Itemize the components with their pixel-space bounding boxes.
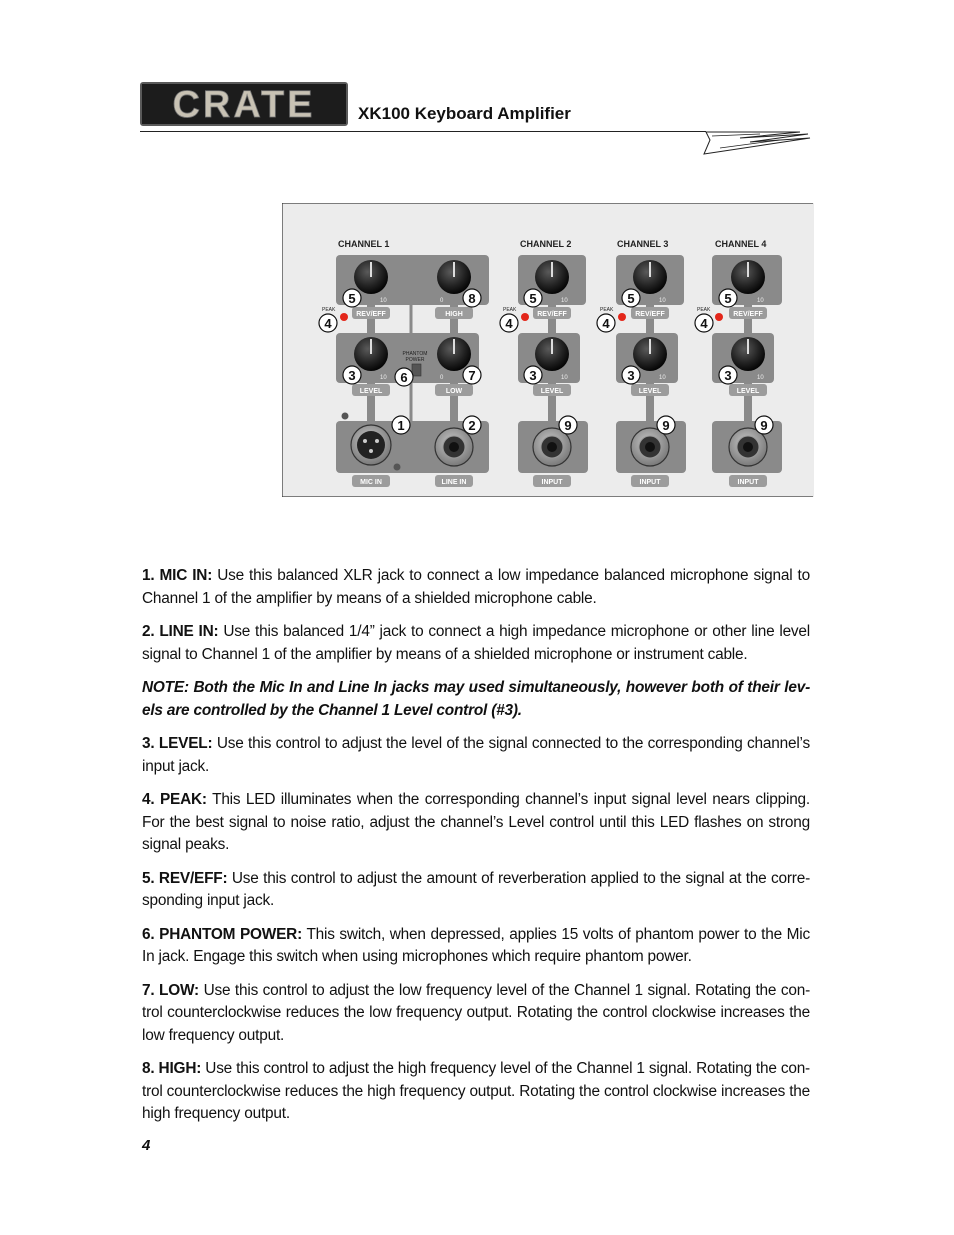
callout-7: 7 xyxy=(468,368,476,383)
callout-5: 5 xyxy=(529,291,537,306)
callout-6: 6 xyxy=(400,370,408,385)
item-level xyxy=(142,733,810,778)
item-low xyxy=(142,980,810,1048)
phantom-label-2: POWER xyxy=(405,357,425,363)
callout-3: 3 xyxy=(627,368,635,383)
scale-max: 10 xyxy=(380,298,387,304)
item-label: 6. PHANTOM POWER: xyxy=(142,925,303,943)
ch1-low-label: LOW xyxy=(445,388,463,395)
item-text: Use this balanced XLR jack to connect a low impedance balanced microphone signal to Channel 1 of the amplifier by means of a shielded microphone cable. xyxy=(142,567,810,607)
logo-text: CRATE xyxy=(172,84,316,124)
phantom-label-1: PHANTOM xyxy=(402,351,428,357)
front-panel-diagram xyxy=(282,203,814,497)
item-text: This LED illuminates when the corresponding channel’s input signal level nears clipping. For the best signal to noise ratio, adjust the channel’s Level control until this LED flashes on strong signal peaks. xyxy=(142,791,810,853)
note-paragraph: NOTE: Both the Mic In and Line In jacks may used simultaneously, however both of their lev-els are controlled by the Channel 1 Level control (#3). xyxy=(142,679,810,719)
item-text: Use this balanced 1/4” jack to connect a high impedance microphone or other line level signal to Channel 1 of the amplifier by means of a shielded microphone or instrument cable. xyxy=(142,623,811,663)
description-list xyxy=(142,565,810,1137)
scale-max: 10 xyxy=(380,375,387,381)
ch1-low-knob xyxy=(437,337,471,371)
callout-3: 3 xyxy=(724,368,732,383)
item-text: Use this control to adjust the level of the signal connected to the corresponding channel’s input jack. xyxy=(142,735,810,775)
page-title: XK100 Keyboard Amplifier xyxy=(358,104,571,123)
callout-5: 5 xyxy=(627,291,635,306)
ch2-rev-eff-knob xyxy=(535,260,569,294)
ch1-level-label: LEVEL xyxy=(359,388,383,395)
ch2-input-label: INPUT xyxy=(541,479,563,486)
ch2-rev-eff-label: REV/EFF xyxy=(537,311,567,318)
item-peak xyxy=(142,789,810,857)
ch1-level-knob xyxy=(354,337,388,371)
item-label: 1. MIC IN: xyxy=(142,567,213,584)
ch1-peak-led xyxy=(340,313,348,321)
callout-9: 9 xyxy=(662,418,670,433)
item-text: Use this control to adjust the amount of reverberation applied to the signal at the corre-sponding input jack. xyxy=(142,869,810,909)
callout-8: 8 xyxy=(468,291,476,306)
callout-5: 5 xyxy=(724,291,732,306)
scale-min: 0 xyxy=(440,298,444,304)
item-label: 8. HIGH: xyxy=(142,1060,202,1077)
ch3-input-label: INPUT xyxy=(639,479,661,486)
ch1-peak-label: PEAK xyxy=(322,307,336,313)
scale-max: 10 xyxy=(757,298,764,304)
item-rev-eff xyxy=(142,868,810,913)
header-rule xyxy=(140,131,706,132)
ch1-high-knob xyxy=(437,260,471,294)
ch2-peak-led xyxy=(521,313,529,321)
callout-9: 9 xyxy=(760,418,768,433)
callout-9: 9 xyxy=(564,418,572,433)
channel-2-heading: CHANNEL 2 xyxy=(520,239,572,249)
callout-2: 2 xyxy=(468,418,476,433)
crate-logo xyxy=(140,82,348,126)
callout-3: 3 xyxy=(348,368,356,383)
callout-5: 5 xyxy=(348,291,356,306)
channel-3-heading: CHANNEL 3 xyxy=(617,239,669,249)
phantom-power-switch xyxy=(412,364,421,376)
item-label: 3. LEVEL: xyxy=(142,735,213,752)
ch1-rev-eff-label: REV/EFF xyxy=(356,311,386,318)
mic-in-label: MIC IN xyxy=(360,479,382,486)
item-high xyxy=(142,1058,810,1126)
item-text: Use this control to adjust the high frequency level of the Channel 1 signal. Rotating the con-trol counterclockwise reduces the high frequency output. Rotating the control clockwise increases the high frequency output. xyxy=(142,1060,810,1122)
ch3-level-knob xyxy=(633,337,667,371)
callout-4: 4 xyxy=(602,316,610,331)
channel-1-heading: CHANNEL 1 xyxy=(338,239,390,249)
ch4-rev-eff-knob xyxy=(731,260,765,294)
ch3-rev-eff-knob xyxy=(633,260,667,294)
item-phantom-power xyxy=(142,924,810,969)
ch1-rev-eff-knob xyxy=(354,260,388,294)
scale-min: 0 xyxy=(440,375,444,381)
callout-4: 4 xyxy=(700,316,708,331)
ch4-peak-led xyxy=(715,313,723,321)
page-number: 4 xyxy=(142,1137,151,1154)
scale-max: 10 xyxy=(561,298,568,304)
item-label: 5. REV/EFF: xyxy=(142,869,228,887)
ch2-level-knob xyxy=(535,337,569,371)
line-in-jack xyxy=(435,428,473,466)
ch3-peak-led xyxy=(618,313,626,321)
item-label: 4. PEAK: xyxy=(142,791,207,808)
item-label: 7. LOW: xyxy=(142,981,199,999)
ch2-peak-label: PEAK xyxy=(503,307,517,313)
item-line-in xyxy=(142,621,810,666)
item-mic-in xyxy=(142,565,810,610)
callout-1: 1 xyxy=(397,418,405,433)
ch4-input-label: INPUT xyxy=(737,479,759,486)
ch4-level-knob xyxy=(731,337,765,371)
item-label: 2. LINE IN: xyxy=(142,623,219,640)
scale-max: 10 xyxy=(659,375,666,381)
line-in-label: LINE IN xyxy=(441,479,467,486)
ch2-level-label: LEVEL xyxy=(540,388,564,395)
scale-max: 10 xyxy=(757,375,764,381)
scale-max: 10 xyxy=(659,298,666,304)
scale-max: 10 xyxy=(561,375,568,381)
item-text: This switch, when depressed, applies 15 volts of phantom power to the Mic In jack. Engage this switch when using microphones which require phantom power. xyxy=(142,925,811,965)
ch4-peak-label: PEAK xyxy=(697,307,711,313)
ch3-level-label: LEVEL xyxy=(638,388,662,395)
channel-4-heading: CHANNEL 4 xyxy=(715,239,767,249)
ch1-high-label: HIGH xyxy=(445,311,463,318)
ch4-level-label: LEVEL xyxy=(736,388,760,395)
callout-3: 3 xyxy=(529,368,537,383)
ch3-peak-label: PEAK xyxy=(600,307,614,313)
callout-4: 4 xyxy=(505,316,513,331)
lightning-decoration xyxy=(700,124,812,156)
ch3-rev-eff-label: REV/EFF xyxy=(635,311,665,318)
ch4-rev-eff-label: REV/EFF xyxy=(733,311,763,318)
item-text: Use this control to adjust the low frequency level of the Channel 1 signal. Rotating the con-trol counterclockwise reduces the low frequency output. Rotating the control clockwise increases the low frequency output. xyxy=(142,981,811,1044)
callout-4: 4 xyxy=(324,316,332,331)
